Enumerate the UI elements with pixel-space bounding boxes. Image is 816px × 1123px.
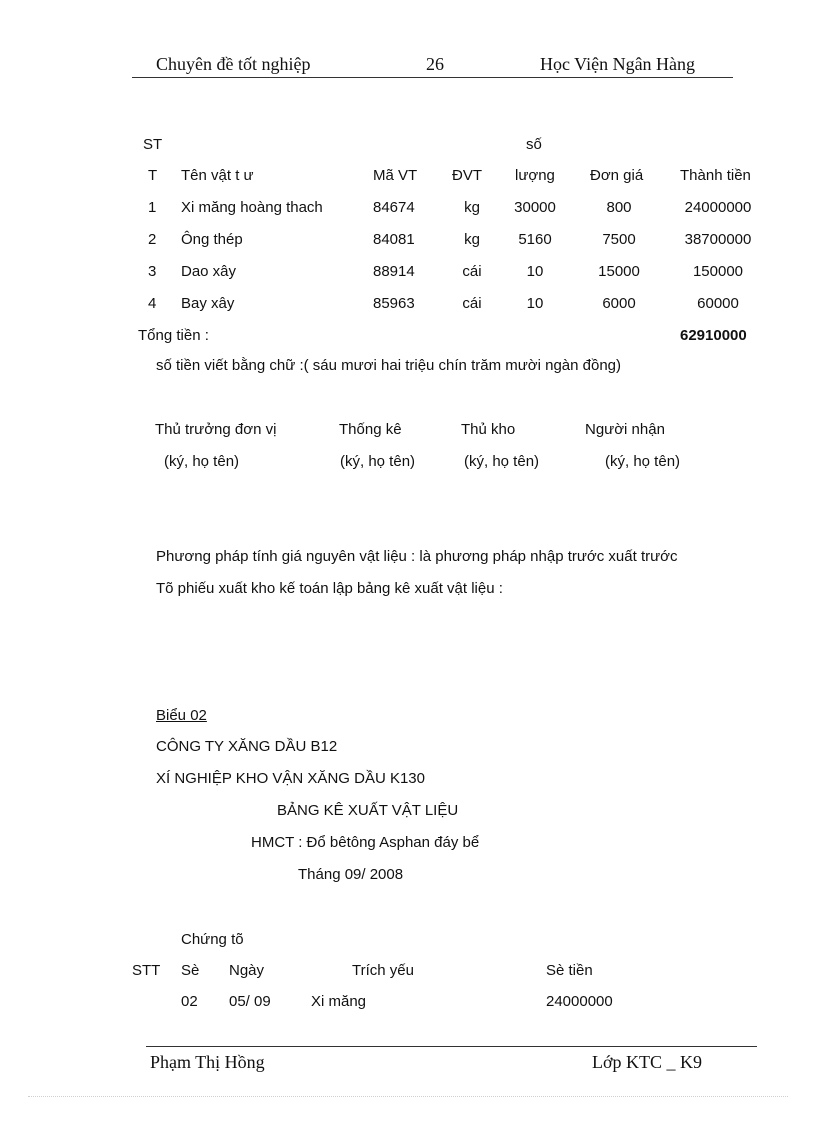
row-name: Bay xây (181, 295, 235, 312)
row-qty: 10 (526, 295, 544, 312)
row-unit: cái (462, 263, 482, 280)
total-value: 62910000 (680, 327, 747, 344)
row-stt: 1 (148, 199, 157, 216)
branch-name: XÍ NGHIỆP KHO VẬN XĂNG DẦU K130 (156, 770, 425, 787)
th-amount: Sè tiền (546, 962, 593, 979)
row-code: 84081 (373, 231, 415, 248)
row-amount: 24000000 (684, 199, 752, 216)
signature-title: Thống kê (339, 421, 402, 438)
period: Tháng 09/ 2008 (298, 866, 404, 883)
row-price: 800 (606, 199, 632, 216)
footer-author: Phạm Thị Hồng (150, 1052, 265, 1072)
row-unit: cái (462, 295, 482, 312)
row-name: Ông thép (181, 231, 243, 248)
th-price: Đơn giá (590, 167, 644, 184)
company-name: CÔNG TY XĂNG DẦU B12 (156, 738, 338, 755)
th-voucher-group: Chứng tõ (181, 931, 244, 948)
header-rule (132, 77, 733, 78)
row-code: 85963 (373, 295, 415, 312)
th-se: Sè (181, 962, 200, 979)
row-stt: 3 (148, 263, 157, 280)
header-left: Chuyên đề tốt nghiệp (156, 54, 311, 74)
row-price: 7500 (602, 231, 636, 248)
row-stt: 2 (148, 231, 157, 248)
th-code: Mã VT (373, 167, 418, 184)
row-unit: kg (464, 199, 480, 216)
th-stt: STT (132, 962, 161, 979)
footer-class: Lớp KTC _ K9 (592, 1052, 703, 1072)
row-se: 02 (181, 993, 198, 1010)
signature-sub: (ký, họ tên) (340, 453, 416, 470)
row-amount: 150000 (692, 263, 744, 280)
th-qty-1: số (526, 136, 542, 153)
row-code: 84674 (373, 199, 415, 216)
row-name: Xi măng hoàng thach (181, 199, 323, 216)
th-date: Ngày (229, 962, 265, 979)
page-bottom-border (28, 1096, 788, 1097)
signature-title: Thủ trưởng đơn vị (155, 421, 277, 438)
form-label: Biểu 02 (156, 707, 207, 724)
intro-paragraph: Tõ phiếu xuất kho kế toán lập bảng kê xuất vật liệu : (156, 580, 503, 597)
th-desc: Trích yếu (352, 962, 414, 979)
row-amount: 60000 (697, 295, 739, 312)
project-name: HMCT : Đổ bêtông Asphan đáy bể (251, 834, 480, 851)
signature-title: Người nhận (585, 421, 665, 438)
th-qty-2: lượng (515, 167, 555, 184)
row-unit: kg (464, 231, 480, 248)
form-title: BẢNG KÊ XUẤT VẬT LIỆU (277, 802, 459, 819)
total-label: Tổng tiền : (138, 327, 209, 344)
page-number: 26 (426, 54, 444, 74)
row-qty: 30000 (514, 199, 556, 216)
row-name: Dao xây (181, 263, 237, 280)
row-code: 88914 (373, 263, 415, 280)
method-paragraph: Phương pháp tính giá nguyên vật liệu : là phương pháp nhập trước xuất trước (156, 548, 678, 565)
row-amount: 24000000 (546, 993, 613, 1010)
th-amount: Thành tiền (680, 167, 751, 184)
row-desc: Xi măng (311, 993, 367, 1010)
signature-sub: (ký, họ tên) (464, 453, 540, 470)
row-price: 15000 (598, 263, 640, 280)
footer-rule (146, 1046, 757, 1047)
header-right: Học Viện Ngân Hàng (540, 54, 696, 74)
th-name: Tên vật t ư (181, 167, 254, 184)
row-qty: 10 (526, 263, 544, 280)
signature-sub: (ký, họ tên) (605, 453, 681, 470)
row-stt: 4 (148, 295, 157, 312)
amount-in-words: số tiền viết bằng chữ :( sáu mươi hai triệu chín trăm mười ngàn đồng) (156, 357, 622, 374)
signature-title: Thủ kho (461, 421, 516, 438)
th-stt-2: T (148, 167, 158, 184)
row-date: 05/ 09 (229, 993, 271, 1010)
signature-sub: (ký, họ tên) (164, 453, 240, 470)
row-qty: 5160 (518, 231, 552, 248)
row-amount: 38700000 (684, 231, 752, 248)
th-unit: ĐVT (452, 167, 482, 184)
th-stt-1: ST (143, 136, 163, 153)
row-price: 6000 (602, 295, 636, 312)
